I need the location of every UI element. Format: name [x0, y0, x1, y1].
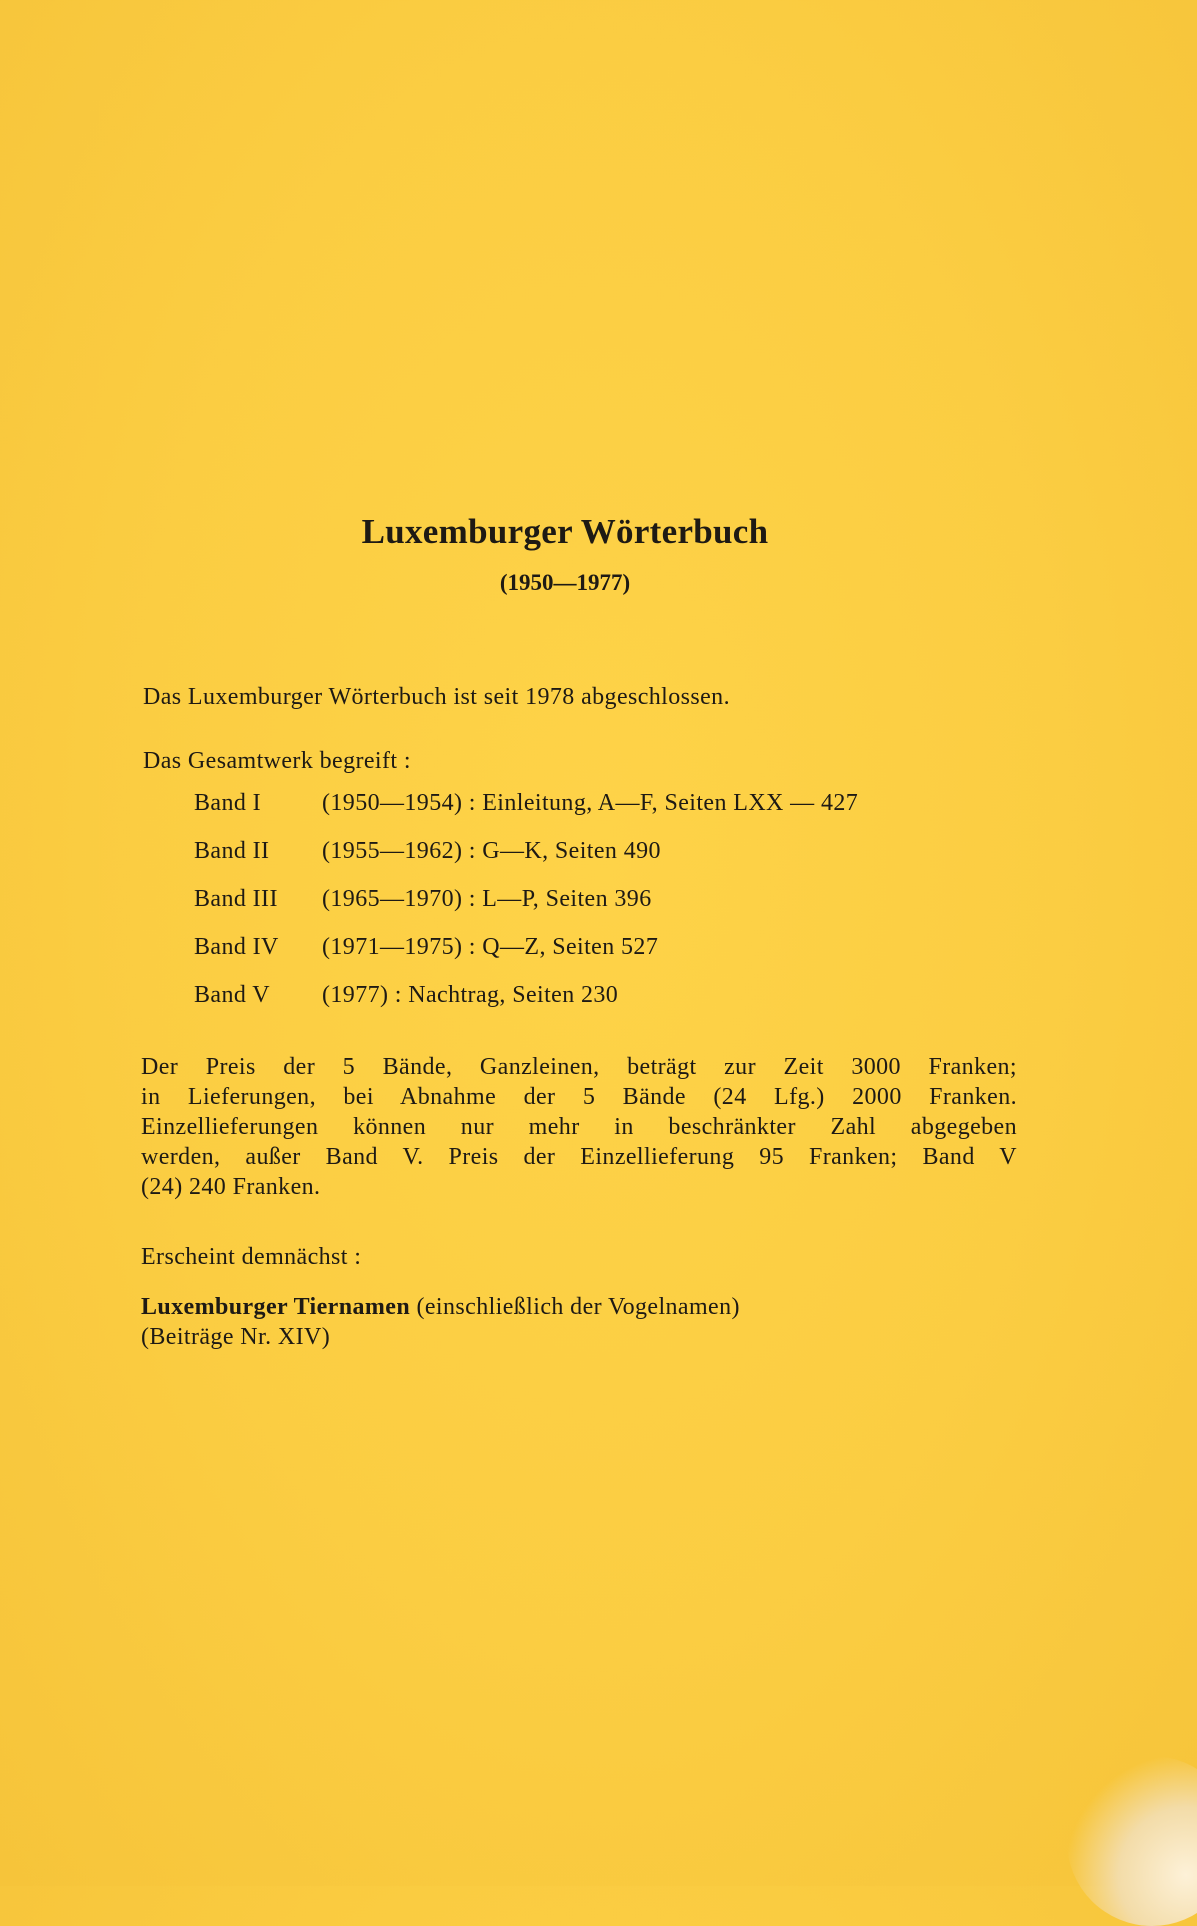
volume-name: Band II [194, 838, 270, 864]
forthcoming-heading: Erscheint demnächst : [141, 1244, 362, 1270]
volume-detail: (1950—1954) : Einleitung, A—F, Seiten LXX — 427 [322, 790, 859, 816]
volume-detail: (1971—1975) : Q—Z, Seiten 527 [322, 934, 659, 960]
volume-row [194, 934, 658, 961]
price-line: (24) 240 Franken. [141, 1174, 321, 1200]
price-line: in Lieferungen, bei Abnahme der 5 Bände (24 Lfg.) 2000 Franken. [141, 1084, 1017, 1110]
volume-row [194, 886, 652, 913]
forthcoming-subtitle: (einschließlich der Vogelnamen) [416, 1294, 740, 1320]
price-paragraph [141, 1052, 1017, 1202]
volume-row [194, 838, 661, 865]
forthcoming-title: Luxemburger Tiernamen [141, 1294, 411, 1320]
volume-name: Band IV [194, 934, 279, 960]
forthcoming-entry [141, 1292, 740, 1352]
volume-row [194, 982, 618, 1009]
volume-name: Band V [194, 982, 270, 1008]
intro-paragraph: Das Luxemburger Wörterbuch ist seit 1978 abgeschlossen. [143, 684, 730, 710]
forthcoming-series: (Beiträge Nr. XIV) [141, 1324, 331, 1350]
volume-detail: (1977) : Nachtrag, Seiten 230 [322, 982, 619, 1008]
publication-years: (1950—1977) [499, 570, 631, 595]
paper-stain [1067, 1756, 1197, 1926]
scope-heading: Das Gesamtwerk begreift : [143, 748, 411, 774]
price-line: Einzellieferungen können nur mehr in beschränkter Zahl abgegeben [141, 1114, 1017, 1140]
volume-row [194, 790, 858, 817]
volume-detail: (1955—1962) : G—K, Seiten 490 [322, 838, 661, 864]
page-title: Luxemburger Wörterbuch [361, 512, 769, 551]
price-line: Der Preis der 5 Bände, Ganzleinen, beträgt zur Zeit 3000 Franken; [141, 1054, 1017, 1080]
volume-detail: (1965—1970) : L—P, Seiten 396 [322, 886, 652, 912]
volume-name: Band I [194, 790, 262, 816]
volume-name: Band III [194, 886, 278, 912]
price-line: werden, außer Band V. Preis der Einzellieferung 95 Franken; Band V [141, 1144, 1017, 1170]
